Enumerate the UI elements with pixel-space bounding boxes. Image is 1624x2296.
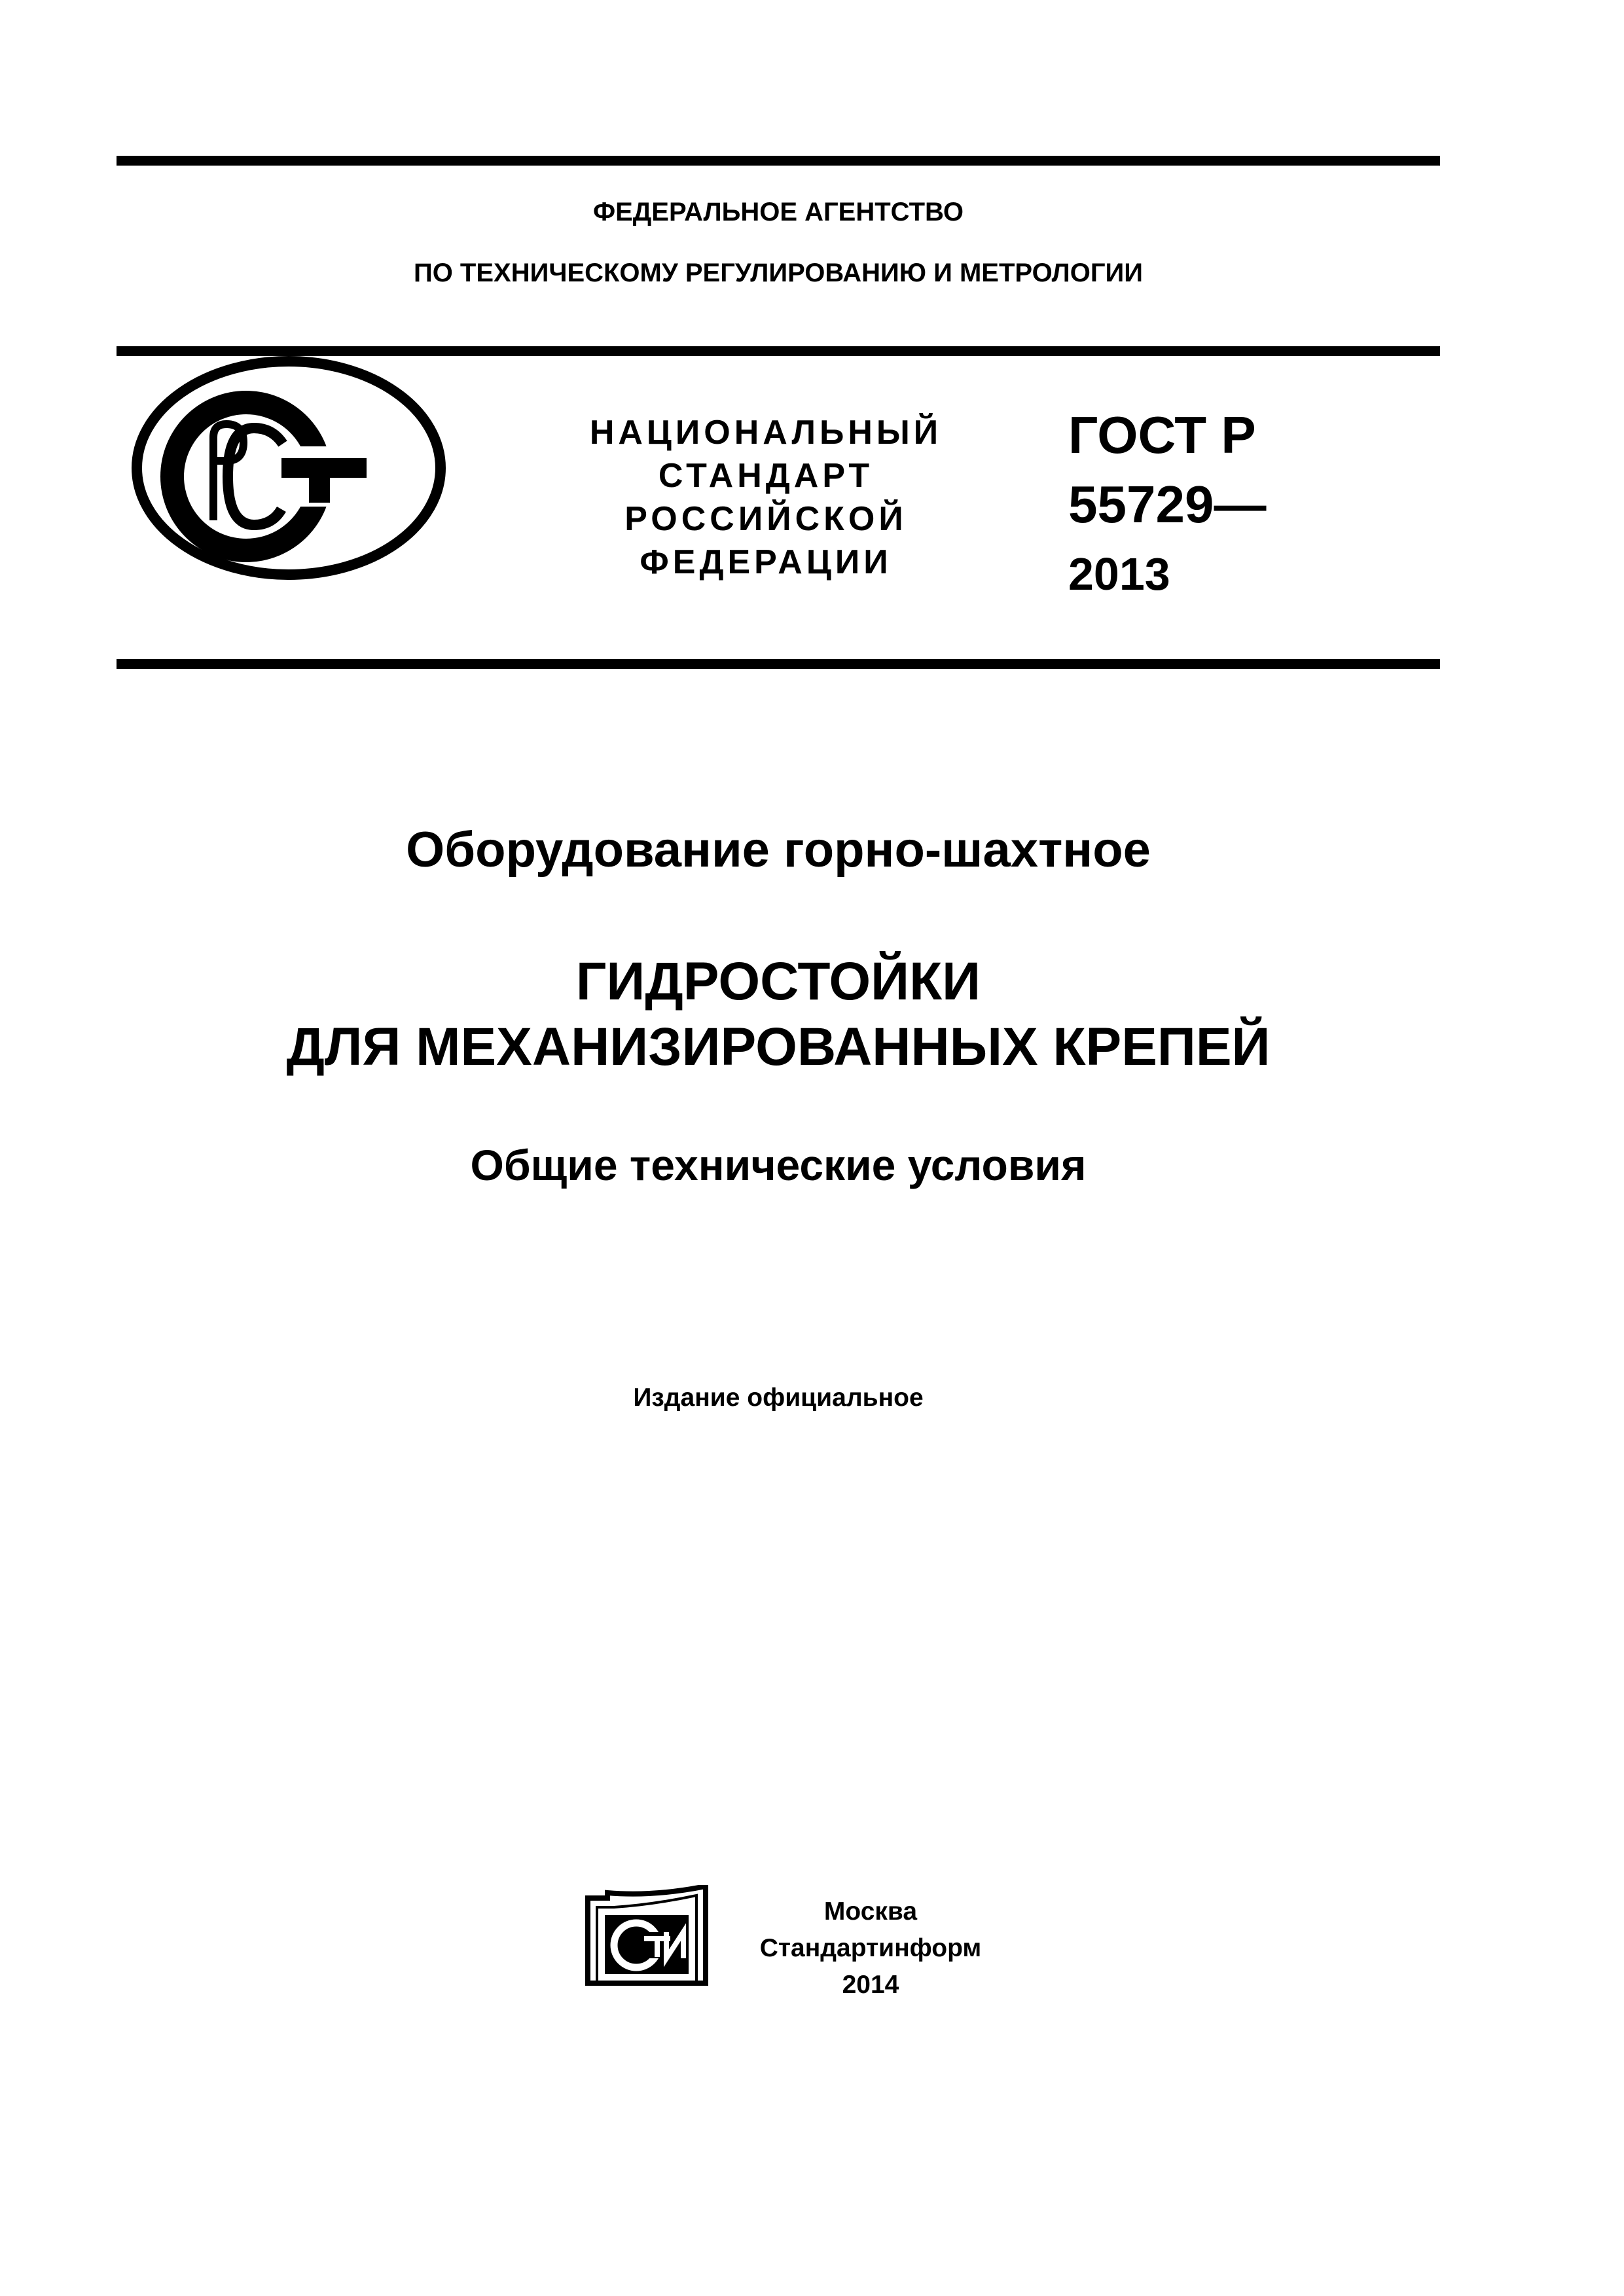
national-label-line-4: ФЕДЕРАЦИИ — [640, 543, 892, 581]
national-label-line-3: РОССИЙСКОЙ — [624, 500, 907, 538]
designation-line-1: ГОСТ Р — [1068, 406, 1256, 464]
subject-line-1: ГИДРОСТОЙКИ — [575, 952, 981, 1011]
designation-year: 2013 — [1068, 548, 1170, 600]
agency-line-1: ФЕДЕРАЛЬНОЕ АГЕНТСТВО — [592, 198, 964, 226]
publisher-year: 2014 — [842, 1971, 899, 1999]
standartinform-logo-icon — [581, 1885, 715, 1990]
national-label-line-1: НАЦИОНАЛЬНЫЙ — [589, 414, 943, 452]
publisher-block — [733, 1893, 1008, 2003]
national-standard-label — [563, 411, 969, 584]
document-subtitle: Общие технические условия — [470, 1141, 1087, 1189]
agency-line-2: ПО ТЕХНИЧЕСКОМУ РЕГУЛИРОВАНИЮ И МЕТРОЛОГИИ — [413, 259, 1144, 287]
mid-rule — [117, 659, 1440, 669]
document-title: Оборудование горно-шахтное — [406, 822, 1151, 878]
top-rule — [117, 156, 1440, 166]
subject-line-2: ДЛЯ МЕХАНИЗИРОВАННЫХ КРЕПЕЙ — [286, 1017, 1271, 1077]
standard-designation — [1068, 401, 1266, 609]
publisher-name: Стандартинформ — [759, 1934, 982, 1962]
edition-label: Издание официальное — [633, 1384, 924, 1412]
publisher-city: Москва — [823, 1897, 918, 1926]
gost-r-logo-icon — [128, 353, 449, 583]
designation-line-2: 55729— — [1068, 475, 1267, 533]
national-label-line-2: СТАНДАРТ — [658, 457, 874, 495]
